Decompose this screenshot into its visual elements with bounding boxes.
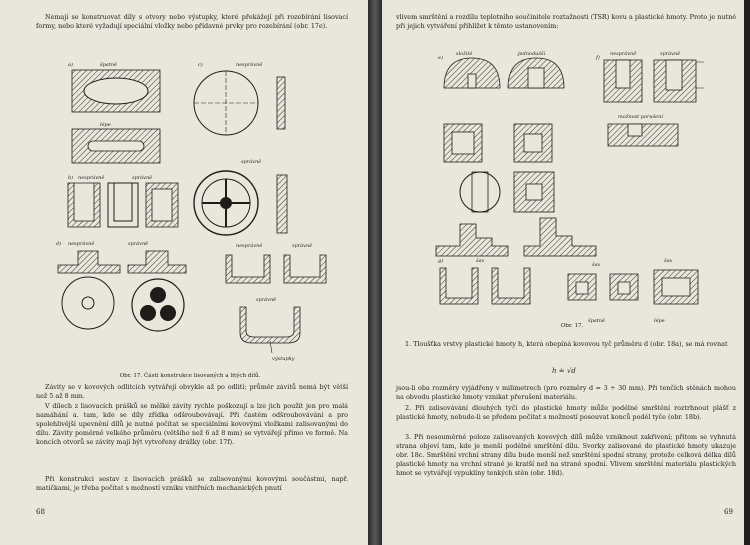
d-disc-1 — [62, 277, 114, 329]
right-paragraph-4: 3. Při nesouměrné poloze zalisovaných kovových dílů může vzniknout zakřivení; přitom se vyhnutá strana objeví tam, kde je menší podélné smrštění dílu. Svorky zalisované do plastické hmoty ukazuje obr. 18c. Smrštění vrchní strany dílu bude menší než smrštění spodní strany, protože celková délka dílů plastické hmoty na vrchní straně je kratší než na straně spodní. Vlivem smrštění materiálu plastických hmot se vytvářejí vypuklíny tenkých stěn (obr. 18d). — [396, 433, 736, 477]
right-figure-caption: Obr. 17. — [560, 323, 584, 329]
label-g: g) — [438, 258, 444, 264]
figure-17-right — [396, 46, 736, 326]
right-paragraph-2: jsou-li oba rozměry vyjádřeny v milimetrech (pro rozměry d = 3 ÷ 30 mm). Při tenčích stěnách mohou na obvodu plastické hmoty vznikat přerušení materiálu. — [396, 384, 736, 401]
label-d: d) — [56, 241, 62, 247]
label-f-mozne: možnost porušení — [618, 114, 663, 120]
left-page — [0, 0, 368, 545]
g-frame — [654, 270, 698, 304]
left-paragraph-3: Při konstrukci sestav z lisovacích prášků se zalisovanými kovovými součástmi, např. matičkami, je třeba počítat s možností vzniku vnitřních mechanických pnutí — [36, 475, 348, 492]
label-g-zav3: šav — [664, 258, 673, 264]
left-paragraph-1: Závity se v kovových odlitcích vytvářejí obvykle až po odlití; průměr závitů nemá být větší než 5 až 8 mm. — [36, 383, 348, 400]
d-profile-1 — [58, 251, 120, 273]
book-edge — [744, 0, 750, 545]
label-b-nespravne: nesprávně — [78, 175, 105, 181]
f-block-3 — [608, 124, 678, 146]
label-g-spatne: špatně — [588, 318, 605, 324]
right-paragraph-3: 2. Při zalisovávání dlouhých tyčí do plastické hmoty může podélné smrštění roztrhnout plášť z plastické hmoty, nebude-li se předem počítat s možností posouvat konců podél tyče (obr. 18b). — [396, 404, 736, 421]
book-gutter — [368, 0, 382, 545]
label-f-nespravne: nesprávně — [610, 51, 637, 57]
b-part-1 — [68, 183, 100, 227]
left-intro-paragraph: Nemají se konstruovat díly s otvory nebo výstupky, které překážejí při rozebírání lisovací formy, nebo které vyžadují speciální vložky nebo přídavné prvky pro rozebírání (obr. 17e). — [36, 13, 348, 30]
c-section-top — [277, 77, 285, 129]
label-vystupky: výstupky — [272, 356, 295, 362]
label-c-nespravne: nesprávně — [236, 62, 263, 68]
label-c: c) — [198, 62, 203, 68]
g-cup-1 — [440, 268, 478, 304]
d-profile-2 — [128, 251, 186, 273]
label-a-spatne: špatně — [100, 62, 117, 68]
page-number-left: 68 — [36, 508, 45, 516]
label-f: f) — [596, 55, 600, 61]
label-g-lepe: lépe — [654, 318, 665, 324]
a-oval-hole — [84, 78, 148, 104]
left-figure-caption: Obr. 17. Části konstrukce lisovaných a litých dílů. — [119, 373, 261, 379]
right-page — [382, 0, 744, 545]
label-f-spravne: správně — [660, 51, 681, 57]
label-a-lepe: lépe — [100, 122, 111, 128]
e-square-parts — [444, 124, 554, 212]
a-slot — [88, 141, 144, 151]
label-e-spravne: správně — [292, 243, 313, 249]
right-paragraph-1: 1. Tloušťka vrstvy plastické hmoty h, která obepíná kovovou tyč průměru d (obr. 18a), se má rovnat — [405, 340, 728, 348]
left-paragraph-2: V dílech z lisovacích prášků se mělké závity rychle poškozují a lze jich použít jen pro malá namáhání a. tam, kde se díly zřídka odšroubovávají. Při častém odšroubovávání a pro spolehlivější upevnění dílů je nutné počítat se speciálními kovovými vložkami zalisovanými do dílu. Závity poměrně velkého průměru (většího než 6 až 8 mm) se vytvářejí přímo ve formě. Na koncích otvorů se závity mají být vytvořeny drážky (obr. 17f). — [36, 402, 348, 446]
e-step-profile-2 — [524, 218, 596, 256]
page-number-right: 69 — [724, 508, 733, 516]
e-channel-2 — [284, 255, 326, 283]
label-b-spravne: správně — [132, 175, 153, 181]
g-cup-2 — [492, 268, 530, 304]
label-e: e) — [438, 55, 443, 61]
right-intro-paragraph: vlivem smrštění a rozdílu teplotního součinitele roztažnosti (TSR) kovu a plastické hmoty. Proto je nutné při jejich vytváření přihlížet k těmto ustanovením: — [396, 13, 736, 30]
g-rail-2 — [610, 274, 638, 300]
e-channel-1 — [226, 255, 270, 283]
label-e-spravne2: správně — [256, 297, 277, 303]
label-e-nespravne: nesprávně — [236, 243, 263, 249]
label-e-slozite: složité — [456, 51, 473, 57]
label-b: b) — [68, 175, 74, 181]
formula: h ≐ √d — [552, 367, 576, 375]
label-c-spravne: správně — [241, 159, 262, 165]
d-disc-2 — [132, 279, 184, 331]
figure-17-left — [28, 55, 358, 362]
e-step-profile-1 — [436, 224, 508, 256]
label-a: a) — [68, 62, 73, 68]
g-rail-1 — [568, 274, 596, 300]
e-cup — [240, 307, 300, 343]
label-g-zav1: šav — [476, 258, 485, 264]
c-section-bottom — [277, 175, 287, 233]
label-g-zav2: šav — [592, 262, 601, 268]
label-d-spravne: správně — [128, 241, 149, 247]
label-e-jednodussi: jednodušší — [518, 51, 546, 57]
label-d-nespravne: nesprávně — [68, 241, 95, 247]
